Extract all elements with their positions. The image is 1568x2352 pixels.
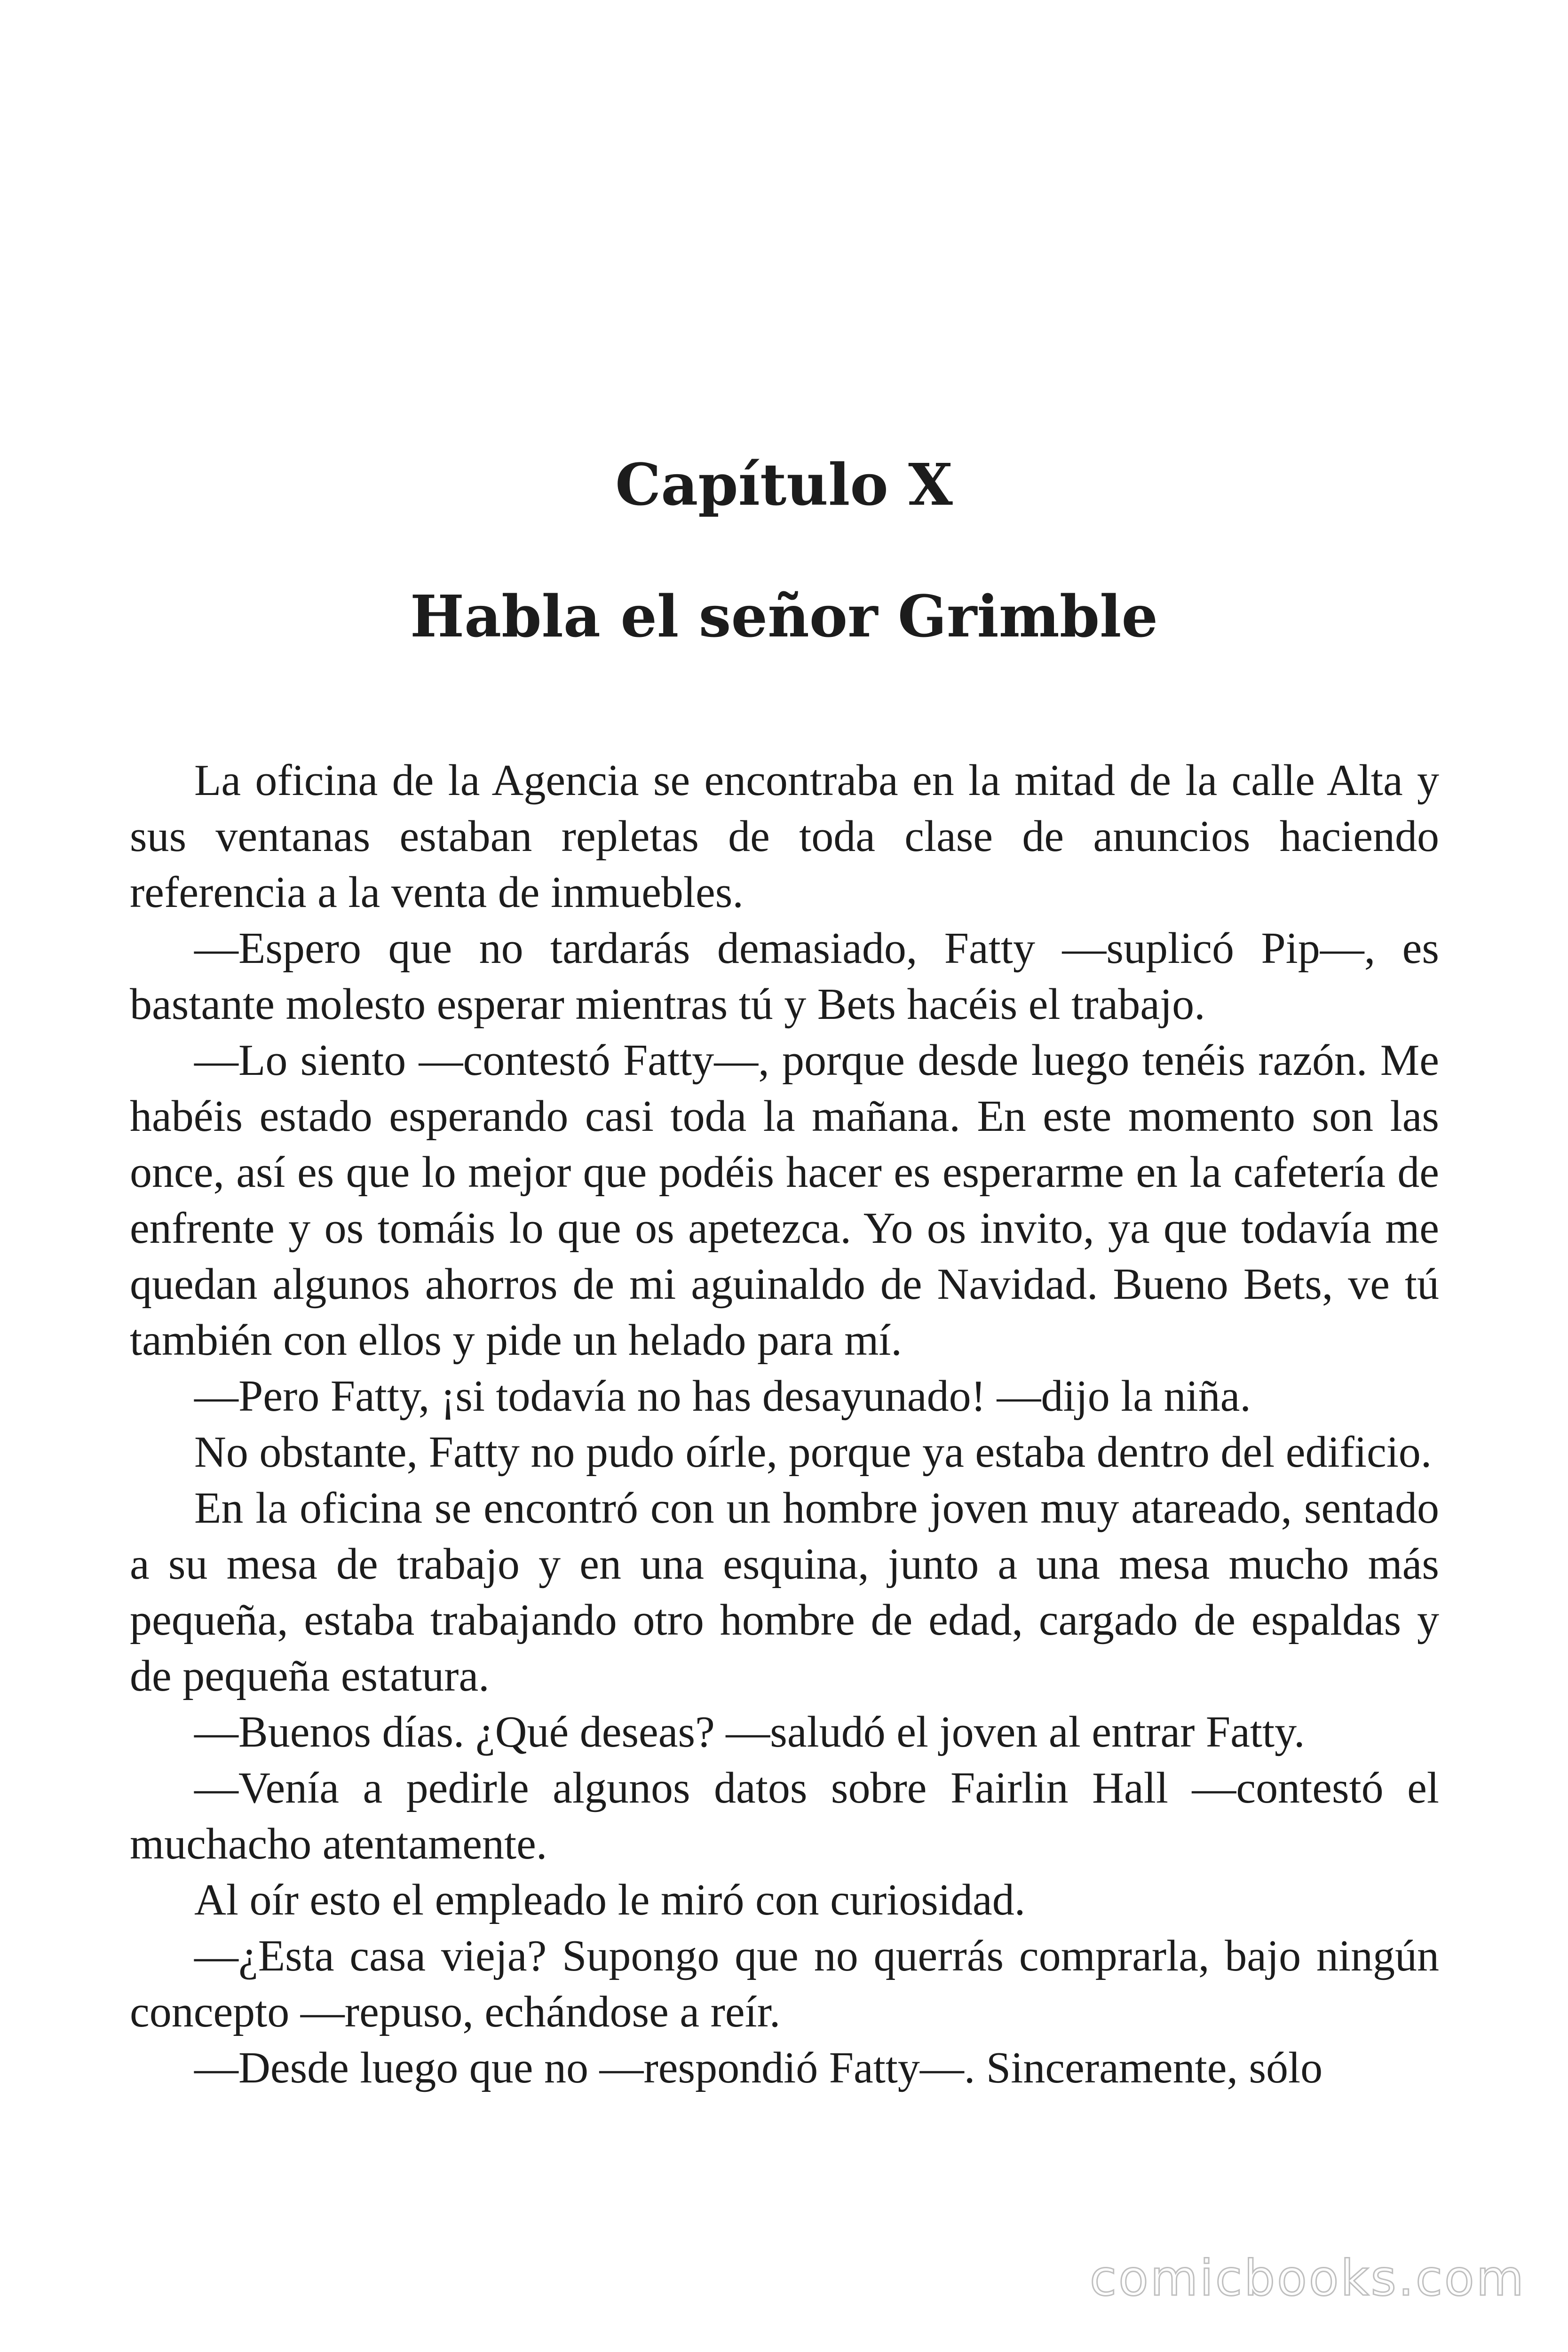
paragraph: —Desde luego que no —respondió Fatty—. Sinceramente, sólo [194,2043,1323,2092]
watermark: comicbooks.com [1089,2249,1526,2307]
paragraph: —¿Esta casa vieja? Supongo que no querrás comprarla, bajo ningún concepto —repuso, echándose a reír. [130,1931,1439,2036]
paragraph: —Pero Fatty, ¡si todavía no has desayunado! —dijo la niña. [194,1372,1251,1421]
paragraph: —Lo siento —contestó Fatty—, porque desde luego tenéis razón. Me habéis estado esperando casi toda la mañana. En este momento son las once, así es que lo mejor que podéis hacer es esperarme en la cafetería de enfrente y os tomáis lo que os apetezca. Yo os invito, ya que todavía me quedan algunos ahorros de mi aguinaldo de Navidad. Bueno Bets, ve tú también con ellos y pide un helado para mí. [130,1036,1439,1365]
paragraph: —Buenos días. ¿Qué deseas? —saludó el joven al entrar Fatty. [194,1708,1305,1756]
paragraph: —Venía a pedirle algunos datos sobre Fairlin Hall —contestó el muchacho atentamente. [130,1764,1439,1868]
paragraph: —Espero que no tardarás demasiado, Fatty —suplicó Pip—, es bastante molesto esperar mientras tú y Bets hacéis el trabajo. [130,924,1439,1029]
paragraph: Al oír esto el empleado le miró con curiosidad. [194,1875,1026,1924]
paragraph: No obstante, Fatty no pudo oírle, porque ya estaba dentro del edificio. [194,1428,1432,1477]
paragraph: En la oficina se encontró con un hombre joven muy atareado, sentado a su mesa de trabajo y en una esquina, junto a una mesa mucho más pequeña, estaba trabajando otro hombre de edad, cargado de espaldas y de pequeña estatura. [130,1484,1439,1700]
paragraph: La oficina de la Agencia se encontraba en la mitad de la calle Alta y sus ventanas estaban repletas de toda clase de anuncios haciendo referencia a la venta de inmuebles. [130,756,1439,917]
chapter-number: Capítulo X [615,451,953,518]
chapter-title: Habla el señor Grimble [410,582,1158,650]
chapter-body [130,753,1439,2096]
